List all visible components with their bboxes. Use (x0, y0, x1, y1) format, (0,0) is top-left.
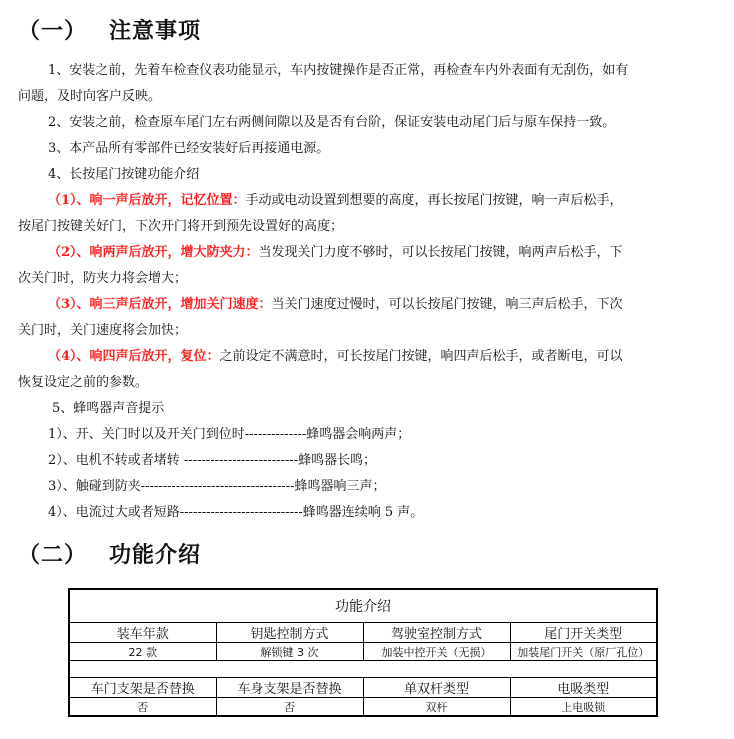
table-separator-row (69, 661, 657, 678)
function-3-title: （3）、响三声后放开，增加关门速度： (48, 297, 272, 312)
table-header-row (69, 678, 657, 698)
table-cell: 上电吸锁 (510, 698, 657, 717)
table-header-cell: 电吸类型 (510, 678, 657, 698)
section-title: 功能介绍 (109, 543, 202, 568)
table-empty-cell (69, 661, 657, 678)
table-title: 功能介绍 (69, 589, 657, 623)
function-4-line-2: 恢复设定之前的参数。 (18, 375, 149, 390)
note-5: 5、蜂鸣器声音提示 (52, 401, 165, 416)
section-number: （一） (18, 19, 88, 44)
section-number: （二） (18, 543, 88, 568)
table-cell: 22 款 (69, 643, 216, 661)
table-row (69, 698, 657, 717)
table-header-cell: 钥匙控制方式 (216, 623, 363, 643)
function-spec-table (68, 588, 658, 717)
table-cell: 否 (216, 698, 363, 717)
function-4-title: （4）、响四声后放开，复位： (48, 349, 220, 364)
buzzer-item-3: 3）、触碰到防夹-----------------------------------蜂鸣器响三声； (48, 479, 386, 494)
function-1-line-1 (18, 188, 734, 214)
table-header-cell: 车身支架是否替换 (216, 678, 363, 698)
note-4: 4、长按尾门按键功能介绍 (48, 167, 200, 182)
buzzer-item-4: 4）、电流过大或者短路----------------------------蜂鸣器连续响 5 声。 (48, 505, 424, 520)
table-cell: 加装尾门开关（原厂孔位） (510, 643, 657, 661)
function-2-line-1 (18, 240, 734, 266)
note-1-line-2: 问题，及时向客户反映。 (18, 89, 162, 104)
function-2-line-2: 次关门时，防夹力将会增大； (18, 271, 188, 286)
function-1-title: （1）、响一声后放开，记忆位置： (48, 193, 246, 208)
section-title: 注意事项 (109, 19, 202, 44)
table-cell: 双杆 (363, 698, 510, 717)
note-1-line-1: 1、安装之前，先着车检查仪表功能显示，车内按键操作是否正常，再检查车内外表面有无刮伤，如有 (48, 63, 629, 78)
table-cell: 否 (69, 698, 216, 717)
table-cell: 加装中控开关（无损） (363, 643, 510, 661)
note-3: 3、本产品所有零部件已经安装好后再接通电源。 (48, 141, 330, 156)
table-header-cell: 装车年款 (69, 623, 216, 643)
table-header-cell: 车门支架是否替换 (69, 678, 216, 698)
table-cell: 解锁键 3 次 (216, 643, 363, 661)
function-1-desc: 手动或电动设置到想要的高度，再长按尾门按键，响一声后松手， (245, 193, 623, 208)
table-header-cell: 单双杆类型 (363, 678, 510, 698)
function-2-title: （2）、响两声后放开，增大防夹力： (48, 245, 259, 260)
function-1-line-2: 按尾门按键关好门，下次开门将开到预先设置好的高度； (18, 219, 344, 234)
section-heading-functions (18, 538, 201, 569)
table-header-row (69, 623, 657, 643)
table-header-cell: 尾门开关类型 (510, 623, 657, 643)
function-4-line-1 (18, 344, 734, 370)
table-row (69, 643, 657, 661)
table-header-cell: 驾驶室控制方式 (363, 623, 510, 643)
function-4-desc: 之前设定不满意时，可长按尾门按键，响四声后松手，或者断电，可以 (219, 349, 623, 364)
function-3-line-1 (18, 292, 734, 318)
buzzer-item-1: 1）、开、关门时以及开关门到位时--------------蜂鸣器会响两声； (48, 427, 411, 442)
note-2: 2、安装之前，检查原车尾门左右两侧间隙以及是否有台阶，保证安装电动尾门后与原车保持一致。 (48, 115, 616, 130)
function-2-desc: 当发现关门力度不够时，可以长按尾门按键，响两声后松手，下 (258, 245, 623, 260)
section-heading-notes (18, 14, 201, 45)
function-3-line-2: 关门时，关门速度将会加快； (18, 323, 188, 338)
function-3-desc: 当关门速度过慢时，可以长按尾门按键，响三声后松手，下次 (271, 297, 623, 312)
buzzer-item-2: 2）、电机不转或者堵转 --------------------------蜂鸣器长鸣； (48, 453, 377, 468)
